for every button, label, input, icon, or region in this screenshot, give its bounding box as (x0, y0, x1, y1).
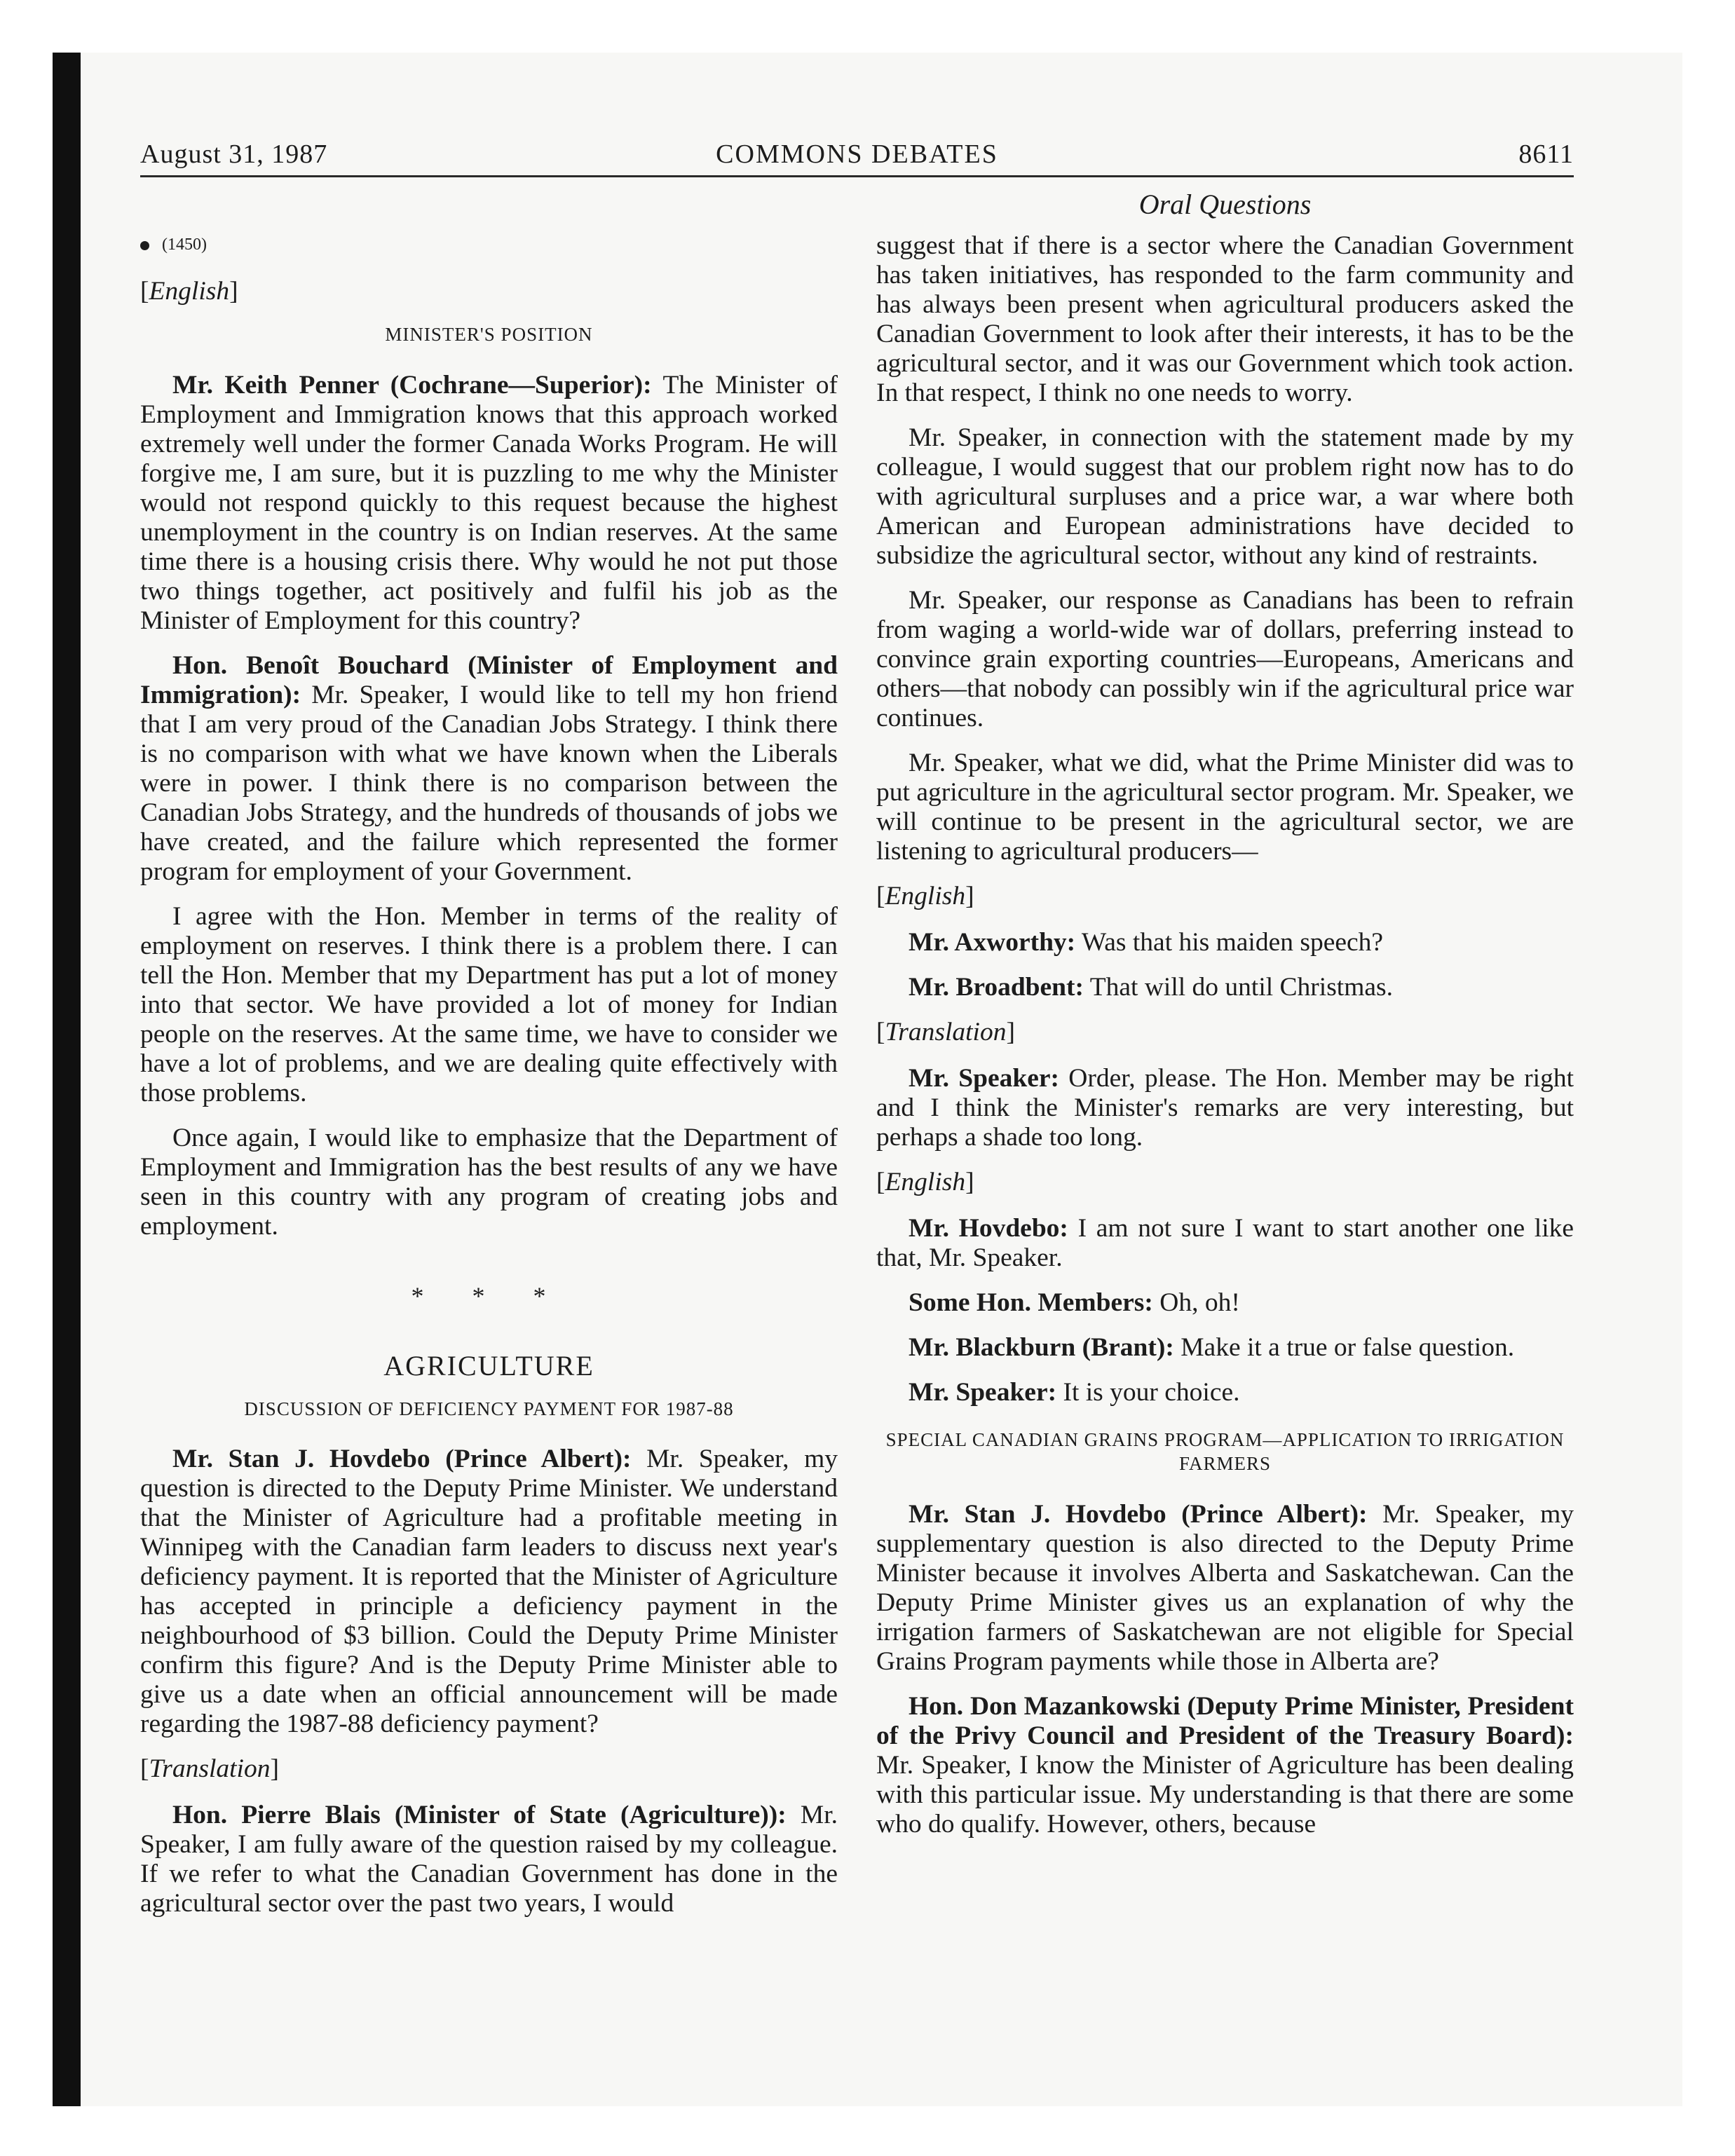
speaker-name: Mr. Broadbent: (909, 973, 1084, 1002)
paragraph (876, 973, 1574, 1002)
paragraph (140, 651, 838, 887)
paragraph (876, 1333, 1574, 1363)
subheading: MINISTER'S POSITION (385, 323, 593, 345)
speaker-name: Mr. Hovdebo: (909, 1214, 1068, 1243)
subheading: DISCUSSION OF DEFICIENCY PAYMENT FOR 1987-88 (244, 1398, 734, 1419)
scan-binding-shadow (53, 53, 81, 2106)
section-heading: AGRICULTURE (383, 1349, 594, 1381)
paragraph: Mr. Speaker, our response as Canadians has been to refrain from waging a world-wide war of dollars, preferring instead to convince grain exporting countries—Europeans, Americans and others—that nobody can possibly win if the agricultural price war continues. (876, 586, 1574, 732)
paragraph (876, 1378, 1574, 1407)
speech-text: Oh, oh! (1159, 1288, 1240, 1317)
paragraph (876, 928, 1574, 957)
speech-text: Was that his maiden speech? (1081, 928, 1384, 957)
language-marker: [English] (140, 276, 238, 306)
speech-text: I am not sure I want to start another one like that, Mr. Speaker. (876, 1214, 1574, 1272)
language-marker: [English] (876, 1168, 974, 1196)
paragraph: Mr. Speaker, in connection with the statement made by my colleague, I would suggest that our problem right now has to do with agricultural surpluses and a price war, a war where both American and European administrations have decided to subsidize the agricultural sector, without any kind of restraints. (876, 423, 1574, 570)
speech-text: Order, please. The Hon. Member may be right and I think the Minister's remarks are very interesting, but perhaps a shade too long. (876, 1064, 1574, 1152)
paragraph (140, 1801, 838, 1918)
speaker-name: Mr. Stan J. Hovdebo (Prince Albert): (909, 1499, 1368, 1529)
language-marker: [English] (876, 882, 974, 910)
paragraph (140, 1445, 838, 1739)
page-header (140, 139, 1574, 177)
speaker-name: Hon. Don Mazankowski (Deputy Prime Minister, President of the Privy Council and President of the Treasury Board): (876, 1691, 1574, 1750)
speaker-name: Mr. Blackburn (Brant): (909, 1333, 1174, 1362)
speaker-name: Mr. Stan J. Hovdebo (Prince Albert): (172, 1445, 632, 1474)
language-marker-text: English (149, 276, 230, 306)
left-column (140, 231, 838, 1934)
paragraph (876, 1064, 1574, 1152)
timestamp (140, 236, 838, 254)
paragraph: Once again, I would like to emphasize that the Department of Employment and Immigration has the best results of any we have seen in this country with any program of creating jobs and employment. (140, 1123, 838, 1241)
speech-text: The Minister of Employment and Immigration knows that this approach worked extremely well under the former Canada Works Program. He will forgive me, I am sure, but it is puzzling to me why the Minister would not respond quickly to this request because the highest unemployment in the country is on Indian reserves. At the same time there is a housing crisis there. Why would he not put those two things together, act positively and fulfil his job as the Minister of Employment for this country? (140, 370, 838, 635)
paragraph (140, 371, 838, 636)
language-marker: [Translation] (140, 1754, 279, 1784)
paragraph: Mr. Speaker, what we did, what the Prime Minister did was to put agriculture in the agricultural sector program. Mr. Speaker, we will continue to be present in the agricultural sector, we are listening to agricultural producers— (876, 749, 1574, 866)
language-marker-text: English (885, 1168, 966, 1196)
speaker-name: Mr. Keith Penner (Cochrane—Superior): (172, 370, 652, 400)
paragraph (876, 1500, 1574, 1677)
bullet-icon (140, 241, 149, 250)
timestamp-text: (1450) (162, 236, 207, 254)
scan-margin (0, 0, 53, 2156)
header-date: August 31, 1987 (140, 139, 328, 169)
paragraph (876, 1288, 1574, 1318)
language-marker: [Translation] (876, 1018, 1015, 1046)
speech-text: Mr. Speaker, my question is directed to the Deputy Prime Minister. We understand that the Minister of Agriculture had a profitable meeting in Winnipeg with the Canadian farm leaders to discuss next year's deficiency payment. It is reported that the Minister of Agriculture has accepted in principle a deficiency payment in the neighbourhood of $3 billion. Could the Deputy Prime Minister confirm this figure? And is the Deputy Prime Minister able to give us a date when an official announcement will be made regarding the 1987-88 deficiency payment? (140, 1445, 838, 1739)
right-column (876, 231, 1574, 1855)
speaker-name: Mr. Speaker: (909, 1378, 1057, 1407)
language-marker-text: Translation (885, 1018, 1007, 1046)
paragraph: suggest that if there is a sector where the Canadian Government has taken initiatives, has responded to the farm community and has always been present when agricultural producers asked the Canadian Government to look after their interests, it has to be the agricultural sector, and it was our Government which took action. In that respect, I think no one needs to worry. (876, 231, 1574, 407)
speech-text: It is your choice. (1063, 1378, 1240, 1407)
speaker-name: Hon. Benoît Bouchard (Minister of Employment and Immigration): (140, 650, 838, 709)
speech-text: Mr. Speaker, I am fully aware of the question raised by my colleague. If we refer to what the Canadian Government has done in the agricultural sector over the past two years, I would (140, 1801, 838, 1918)
paragraph: I agree with the Hon. Member in terms of the reality of employment on reserves. I think there is a problem there. I can tell the Hon. Member that my Department has put a lot of money into that sector. We have provided a lot of money for Indian people on the reserves. At the same time, we have to consider we have a lot of problems, and we are dealing quite effectively with those problems. (140, 901, 838, 1107)
running-head: Oral Questions (1138, 189, 1312, 220)
paragraph (876, 1692, 1574, 1839)
speech-text: Mr. Speaker, I would like to tell my hon friend that I am very proud of the Canadian Jobs Strategy. I think there is no comparison with what we have known when the Liberals were in power. I think there is no comparison between the Canadian Jobs Strategy, and the hundreds of thousands of jobs we have created, and the failure which represented the former program for employment of your Government. (140, 680, 838, 886)
header-title: COMMONS DEBATES (716, 139, 998, 169)
speech-text: Mr. Speaker, my supplementary question is also directed to the Deputy Prime Minister because it involves Alberta and Saskatchewan. Can the Deputy Prime Minister gives us an explanation of why the irrigation farmers of Saskatchewan are not eligible for Special Grains Program payments while those in Alberta are? (876, 1499, 1574, 1676)
speaker-name: Some Hon. Members: (909, 1288, 1153, 1317)
paragraph (876, 1214, 1574, 1273)
subheading: SPECIAL CANADIAN GRAINS PROGRAM—APPLICATION TO IRRIGATION FARMERS (885, 1429, 1565, 1474)
speech-text: That will do until Christmas. (1089, 973, 1393, 1002)
speaker-name: Mr. Speaker: (909, 1064, 1059, 1093)
speech-text: Mr. Speaker, I know the Minister of Agriculture has been dealing with this particular issue. My understanding is that there are some who do qualify. However, others, because (876, 1750, 1574, 1838)
speech-text: Make it a true or false question. (1181, 1333, 1515, 1362)
section-divider: * * * (411, 1281, 567, 1310)
header-page-number: 8611 (1518, 139, 1574, 169)
speaker-name: Mr. Axworthy: (909, 928, 1076, 957)
language-marker-text: English (885, 882, 966, 910)
speaker-name: Hon. Pierre Blais (Minister of State (Agriculture)): (172, 1801, 787, 1830)
language-marker-text: Translation (149, 1754, 271, 1784)
